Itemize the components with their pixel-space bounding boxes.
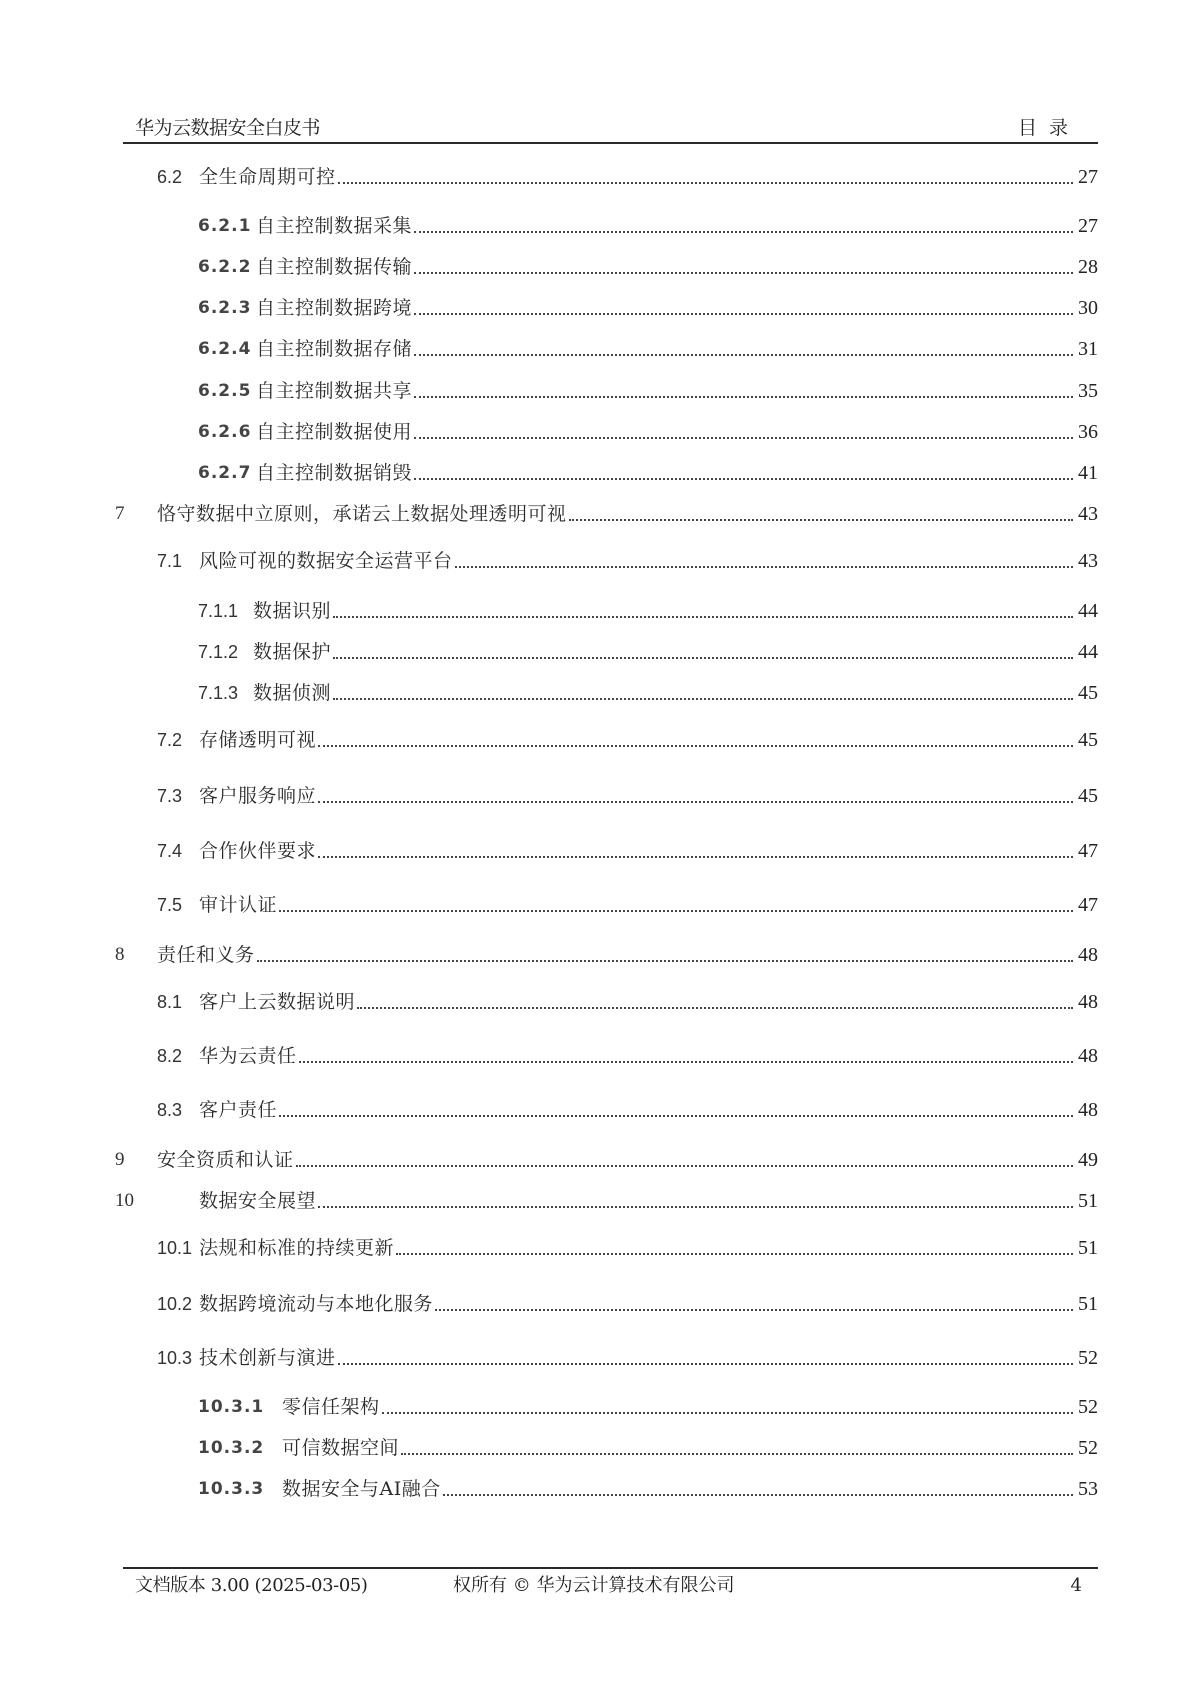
toc-number: 7.1: [157, 551, 183, 571]
toc-number: 10.3.2: [198, 1438, 265, 1458]
toc-page: 35: [1078, 380, 1098, 402]
toc-page: 36: [1078, 421, 1098, 443]
toc-number: 7.1.1: [198, 601, 239, 621]
toc-number: 9: [115, 1149, 125, 1170]
toc-page: 44: [1078, 641, 1098, 663]
toc-number: 6.2.1: [198, 216, 252, 236]
toc-page: 52: [1078, 1396, 1098, 1418]
toc-entry-8-2[interactable]: [157, 1042, 1098, 1068]
toc-page: 45: [1078, 785, 1098, 807]
toc-title: 数据安全与AI融合: [282, 1478, 441, 1500]
page-footer: [123, 1567, 1098, 1599]
toc-number: 6.2.5: [198, 381, 252, 401]
toc-title: 恪守数据中立原则，承诺云上数据处理透明可视: [157, 503, 567, 525]
toc-page: 51: [1078, 1237, 1098, 1259]
toc-number: 7.3: [157, 786, 183, 806]
toc-title: 自主控制数据采集: [256, 215, 413, 237]
document-title: 华为云数据安全白皮书: [135, 117, 321, 139]
toc-number: 10: [115, 1190, 134, 1211]
toc-title: 安全资质和认证: [157, 1149, 294, 1171]
toc-number: 7: [115, 503, 125, 524]
toc-entry-7-5[interactable]: [157, 891, 1098, 917]
toc-number: 6.2.3: [198, 298, 252, 318]
toc-page: 49: [1078, 1149, 1098, 1171]
dot-leader: [357, 1007, 1073, 1009]
toc-number: 6.2.4: [198, 339, 252, 359]
toc-page: 48: [1078, 944, 1098, 966]
toc-title: 客户责任: [199, 1099, 278, 1121]
toc-page: 51: [1078, 1190, 1098, 1212]
toc-title: 法规和标准的持续更新: [199, 1237, 395, 1259]
toc-entry-6-2-6[interactable]: [198, 418, 1098, 444]
toc-title: 技术创新与演进: [199, 1347, 336, 1369]
toc-entry-10-3-2[interactable]: [198, 1434, 1098, 1460]
dot-leader: [443, 1494, 1073, 1496]
toc-page: 28: [1078, 256, 1098, 278]
toc-entry-10-3-3[interactable]: [198, 1475, 1098, 1501]
toc-entry-7-1-3[interactable]: [198, 679, 1098, 705]
toc-page: 43: [1078, 503, 1098, 525]
toc-number: 7.1.3: [198, 683, 239, 703]
toc-page: 48: [1078, 991, 1098, 1013]
toc-page: 48: [1078, 1099, 1098, 1121]
document-version: 文档版本 3.00 (2025-03-05): [135, 1575, 368, 1596]
toc-page: 48: [1078, 1045, 1098, 1067]
toc-entry-6-2-1[interactable]: [198, 212, 1098, 238]
dot-leader: [569, 519, 1073, 521]
toc-page: 52: [1078, 1437, 1098, 1459]
dot-leader: [318, 856, 1073, 858]
toc-title: 自主控制数据存储: [256, 338, 413, 360]
toc-title: 数据识别: [253, 600, 332, 622]
toc-page: 30: [1078, 297, 1098, 319]
dot-leader: [414, 396, 1073, 398]
toc-title: 自主控制数据销毁: [256, 462, 413, 484]
toc-number: 6.2.6: [198, 422, 252, 442]
toc-number: 6.2.2: [198, 257, 252, 277]
toc-title: 全生命周期可控: [199, 166, 336, 188]
dot-leader: [414, 231, 1073, 233]
toc-number: 7.2: [157, 730, 183, 750]
toc-page: 45: [1078, 682, 1098, 704]
toc-entry-7-1[interactable]: [157, 547, 1098, 573]
dot-leader: [414, 354, 1073, 356]
dot-leader: [318, 801, 1073, 803]
toc-page: 51: [1078, 1293, 1098, 1315]
dot-leader: [279, 1115, 1073, 1117]
toc-page: 41: [1078, 462, 1098, 484]
toc-entry-7[interactable]: [115, 500, 1098, 526]
dot-leader: [257, 960, 1073, 962]
toc-number: 6.2.7: [198, 463, 252, 483]
toc-entry-6-2-3[interactable]: [198, 294, 1098, 320]
toc-number: 10.2: [157, 1294, 193, 1314]
toc-entry-6-2-2[interactable]: [198, 253, 1098, 279]
toc-title: 华为云责任: [199, 1045, 297, 1067]
toc-number: 8.3: [157, 1100, 183, 1120]
copyright-notice: 权所有 © 华为云计算技术有限公司: [453, 1575, 735, 1596]
toc-number: 7.1.2: [198, 642, 239, 662]
toc-number: 10.3.3: [198, 1479, 265, 1499]
toc-title: 自主控制数据传输: [256, 256, 413, 278]
toc-entry-10-1[interactable]: [157, 1234, 1098, 1260]
page-header: [123, 116, 1098, 144]
toc-number: 7.5: [157, 895, 183, 915]
dot-leader: [396, 1253, 1073, 1255]
toc-entry-10[interactable]: [115, 1187, 1098, 1213]
toc-title: 审计认证: [199, 894, 278, 916]
dot-leader: [455, 566, 1073, 568]
toc-title: 责任和义务: [157, 944, 255, 966]
toc-page: 45: [1078, 729, 1098, 751]
toc-number: 8: [115, 944, 125, 965]
dot-leader: [401, 1453, 1073, 1455]
toc-entry-7-1-1[interactable]: [198, 597, 1098, 623]
toc-title: 存储透明可视: [199, 729, 317, 751]
toc-page: 44: [1078, 600, 1098, 622]
toc-number: 10.3: [157, 1348, 193, 1368]
dot-leader: [318, 745, 1073, 747]
toc-title: 合作伙伴要求: [199, 840, 317, 862]
dot-leader: [333, 698, 1073, 700]
toc-title: 客户上云数据说明: [199, 991, 356, 1013]
dot-leader: [318, 1206, 1073, 1208]
toc-title: 自主控制数据共享: [256, 380, 413, 402]
toc-entry-8-3[interactable]: [157, 1096, 1098, 1122]
dot-leader: [414, 272, 1073, 274]
toc-title: 数据保护: [253, 641, 332, 663]
toc-page: 47: [1078, 840, 1098, 862]
toc-title: 零信任架构: [282, 1396, 380, 1418]
dot-leader: [435, 1309, 1073, 1311]
toc-title: 可信数据空间: [282, 1437, 400, 1459]
toc-page: 47: [1078, 894, 1098, 916]
toc-title: 数据跨境流动与本地化服务: [199, 1293, 434, 1315]
toc-title: 数据侦测: [253, 682, 332, 704]
toc-number: 7.4: [157, 841, 183, 861]
toc-page: 52: [1078, 1347, 1098, 1369]
dot-leader: [414, 478, 1073, 480]
toc-entry-9[interactable]: [115, 1146, 1098, 1172]
toc-number: 10.1: [157, 1238, 193, 1258]
toc-page: 43: [1078, 550, 1098, 572]
section-label: 目录: [1017, 117, 1080, 139]
toc-page: 27: [1078, 166, 1098, 188]
dot-leader: [338, 182, 1073, 184]
toc-number: 8.1: [157, 992, 183, 1012]
toc-entry-8[interactable]: [115, 941, 1098, 967]
toc-page: 27: [1078, 215, 1098, 237]
dot-leader: [333, 616, 1073, 618]
toc-page: 31: [1078, 338, 1098, 360]
toc-title: 自主控制数据跨境: [256, 297, 413, 319]
toc-entry-8-1[interactable]: [157, 988, 1098, 1014]
toc-entry-6-2-5[interactable]: [198, 377, 1098, 403]
toc-title: 数据安全展望: [199, 1190, 317, 1212]
dot-leader: [279, 910, 1073, 912]
toc-entry-6-2-7[interactable]: [198, 459, 1098, 485]
toc-title: 自主控制数据使用: [256, 421, 413, 443]
toc-number: 10.3.1: [198, 1397, 265, 1417]
toc-page: 53: [1078, 1478, 1098, 1500]
toc-entry-6-2-4[interactable]: [198, 335, 1098, 361]
toc-number: 6.2: [157, 167, 183, 187]
toc-entry-10-2[interactable]: [157, 1290, 1098, 1316]
dot-leader: [299, 1061, 1073, 1063]
toc-entry-7-2[interactable]: [157, 726, 1098, 752]
page-number: 4: [1070, 1575, 1082, 1596]
toc-number: 8.2: [157, 1046, 183, 1066]
dot-leader: [296, 1165, 1073, 1167]
dot-leader: [414, 313, 1073, 315]
toc-entry-7-1-2[interactable]: [198, 638, 1098, 664]
toc-entry-7-3[interactable]: [157, 782, 1098, 808]
dot-leader: [382, 1412, 1073, 1414]
toc-entry-7-4[interactable]: [157, 837, 1098, 863]
toc-title: 风险可视的数据安全运营平台: [199, 550, 453, 572]
dot-leader: [333, 657, 1073, 659]
dot-leader: [338, 1363, 1073, 1365]
dot-leader: [414, 437, 1073, 439]
toc-entry-6-2[interactable]: [157, 163, 1098, 189]
toc-title: 客户服务响应: [199, 785, 317, 807]
toc-entry-10-3-1[interactable]: [198, 1393, 1098, 1419]
toc-entry-10-3[interactable]: [157, 1344, 1098, 1370]
